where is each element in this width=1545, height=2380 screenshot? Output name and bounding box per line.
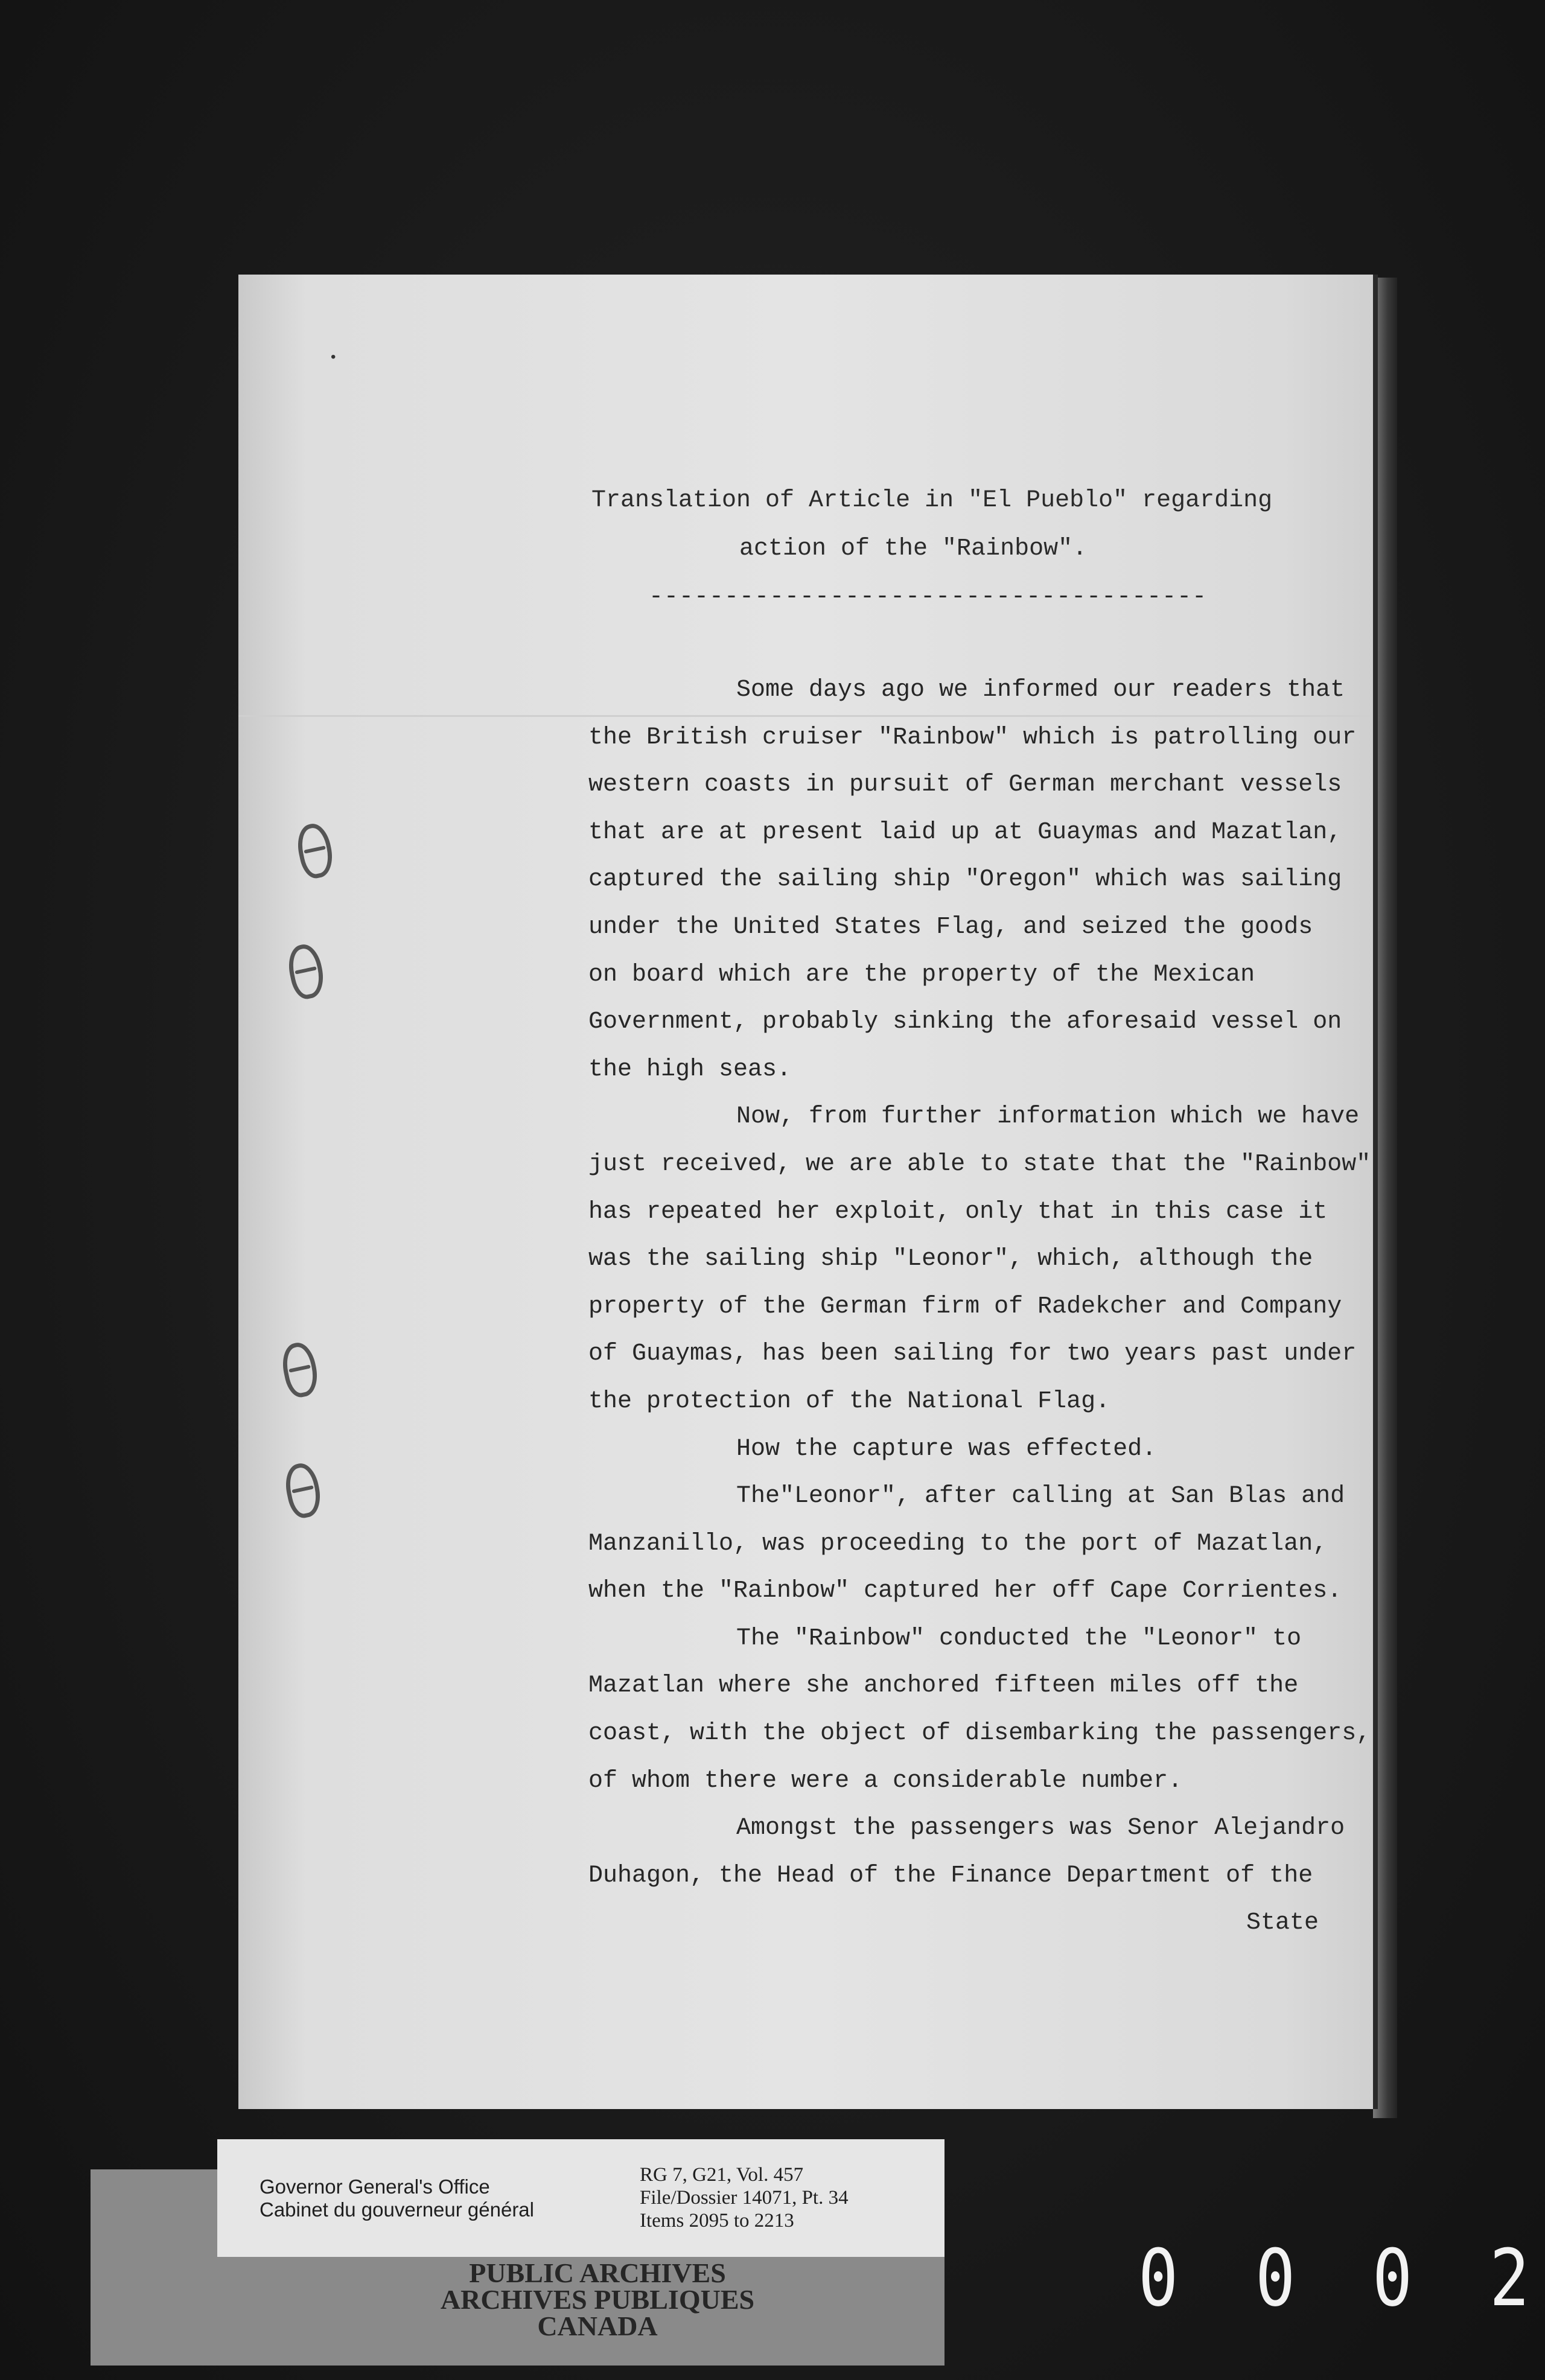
stamp-line-2: ARCHIVES PUBLIQUES	[440, 2284, 755, 2315]
text-line: was the sailing ship "Leonor", which, although the	[588, 1246, 1313, 1273]
title-line-2: action of the "Rainbow".	[739, 535, 1088, 562]
text-line: The"Leonor", after calling at San Blas and	[736, 1483, 1345, 1510]
frame-digit: 0	[1255, 2232, 1296, 2324]
page-speck: •	[329, 350, 338, 366]
title-line-1: Translation of Article in "El Pueblo" regarding	[591, 487, 1273, 514]
text-line: Manzanillo, was proceeding to the port of Mazatlan,	[588, 1530, 1328, 1558]
text-line: on board which are the property of the Mexican	[588, 961, 1255, 988]
frame-digit: 2	[1489, 2232, 1530, 2324]
text-line: Some days ago we informed our readers that	[736, 676, 1345, 704]
text-line: has repeated her exploit, only that in this case it	[588, 1198, 1328, 1226]
text-line: Mazatlan where she anchored fifteen miles off the	[588, 1672, 1299, 1700]
text-line: western coasts in pursuit of German merchant vessels	[588, 771, 1342, 799]
text-line: just received, we are able to state that the "Rainbow"	[588, 1150, 1371, 1178]
label-office	[260, 2175, 534, 2221]
text-line: coast, with the object of disembarking the passengers,	[588, 1720, 1371, 1748]
office-english: Governor General's Office	[260, 2175, 490, 2198]
text-line: property of the German firm of Radekcher and Company	[588, 1293, 1342, 1320]
frame-digit: 0	[1138, 2232, 1179, 2324]
archives-stamp	[350, 2260, 845, 2362]
text-line: the high seas.	[588, 1055, 792, 1083]
archive-label	[217, 2139, 945, 2257]
text-line: of Guaymas, has been sailing for two years past under	[588, 1340, 1357, 1368]
frame-number	[1135, 2233, 1533, 2323]
title-rule: -------------------------------------	[649, 584, 1208, 611]
label-reference	[640, 2163, 849, 2232]
stamp-line-1: PUBLIC ARCHIVES	[469, 2258, 726, 2288]
article-body	[588, 667, 1373, 1947]
text-line: Now, from further information which we have	[736, 1103, 1360, 1131]
office-french: Cabinet du gouverneur général	[260, 2198, 534, 2221]
text-line: the British cruiser "Rainbow" which is patrolling our	[588, 724, 1357, 751]
page-edge-shadow	[1373, 278, 1397, 2118]
catchword: State	[1246, 1909, 1319, 1937]
text-line: of whom there were a considerable number.	[588, 1767, 1183, 1795]
text-line: the protection of the National Flag.	[588, 1387, 1110, 1415]
document-title	[591, 477, 1285, 622]
frame-digit: 0	[1372, 2232, 1413, 2324]
text-line: when the "Rainbow" captured her off Cape Corrientes.	[588, 1577, 1342, 1605]
stamp-line-3: CANADA	[537, 2311, 658, 2341]
text-line: Amongst the passengers was Senor Alejandro	[736, 1815, 1345, 1842]
record-group: RG 7, G21, Vol. 457	[640, 2164, 804, 2186]
text-line: How the capture was effected.	[736, 1435, 1157, 1463]
text-line: The "Rainbow" conducted the "Leonor" to	[736, 1624, 1302, 1652]
items-range: Items 2095 to 2213	[640, 2210, 794, 2232]
text-line: Government, probably sinking the aforesaid vessel on	[588, 1008, 1342, 1036]
file-dossier: File/Dossier 14071, Pt. 34	[640, 2187, 849, 2209]
text-line: Duhagon, the Head of the Finance Department of the	[588, 1862, 1313, 1889]
text-line: that are at present laid up at Guaymas and Mazatlan,	[588, 818, 1342, 846]
text-line: captured the sailing ship "Oregon" which was sailing	[588, 866, 1342, 894]
text-line: under the United States Flag, and seized the goods	[588, 913, 1313, 941]
